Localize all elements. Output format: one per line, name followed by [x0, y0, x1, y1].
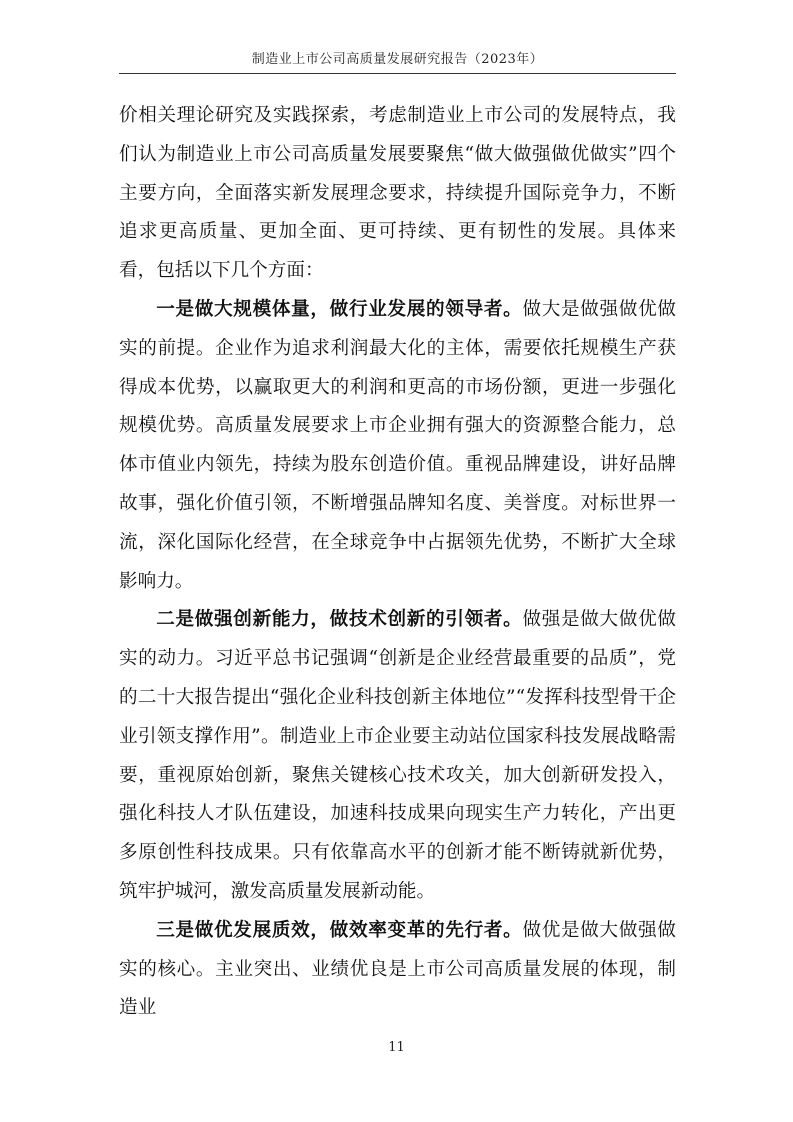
- paragraph-text: 做强是做大做优做实的动力。习近平总书记强调“创新是企业经营最重要的品质”，党的二十大报告提出“强化企业科技创新主体地位”“发挥科技型骨干企业引领支撑作用”。制造业上市企业要主动站位国家科技发展战略需要，重视原始创新，聚焦关键核心技术攻关，加大创新研发投入，强化科技人才队伍建设，加速科技成果向现实生产力转化，产出更多原创性科技成果。只有依靠高水平的创新才能不断铸就新优势，筑牢护城河，激发高质量发展新动能。: [119, 609, 676, 902]
- paragraph-text: 做优是做大做强做实的核心。主业突出、业绩优良是上市公司高质量发展的体现，制造业: [119, 919, 676, 1019]
- paragraph-intro: [119, 97, 676, 291]
- paragraph-quality: [119, 912, 676, 1028]
- paragraph-text: 价相关理论研究及实践探索，考虑制造业上市公司的发展特点，我们认为制造业上市公司高质量发展要聚焦“做大做强做优做实”四个主要方向，全面落实新发展理念要求，持续提升国际竞争力，不断追求更高质量、更加全面、更可持续、更有韧性的发展。具体来看，包括以下几个方面：: [119, 105, 676, 282]
- page-number: 11: [388, 1040, 405, 1055]
- paragraph-innovation: [119, 601, 676, 911]
- paragraph-lead: 二是做强创新能力，做技术创新的引领者。: [156, 609, 523, 631]
- header-rule: [119, 73, 676, 74]
- paragraph-scale: [119, 291, 676, 601]
- running-header: 制造业上市公司高质量发展研究报告（2023年）: [251, 52, 544, 67]
- paragraph-text: 做大是做强做优做实的前提。企业作为追求利润最大化的主体，需要依托规模生产获得成本优势，以赢取更大的利润和更高的市场份额，更进一步强化规模优势。高质量发展要求上市企业拥有强大的资源整合能力，总体市值业内领先，持续为股东创造价值。重视品牌建设，讲好品牌故事，强化价值引领，不断增强品牌知名度、美誉度。对标世界一流，深化国际化经营，在全球竞争中占据领先优势，不断扩大全球影响力。: [119, 298, 676, 592]
- body-text: [119, 97, 676, 1028]
- paragraph-lead: 一是做大规模体量，做行业发展的领导者。: [156, 298, 523, 320]
- paragraph-lead: 三是做优发展质效，做效率变革的先行者。: [156, 919, 523, 941]
